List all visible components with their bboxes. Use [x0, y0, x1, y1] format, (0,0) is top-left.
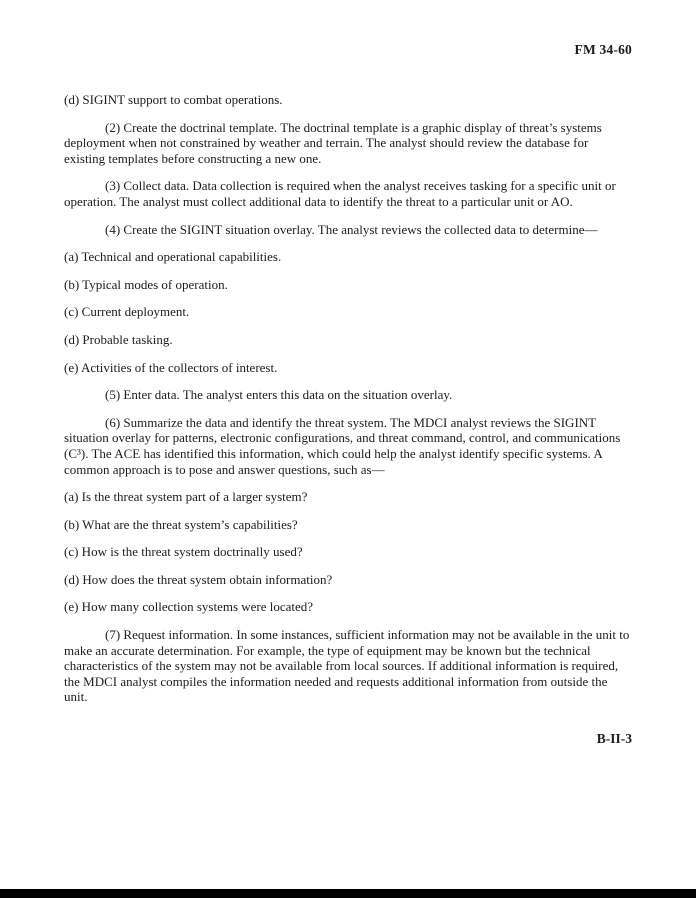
- list-item: (b) What are the threat system’s capabilities?: [64, 516, 298, 532]
- document-body: [64, 92, 632, 705]
- list-item: (b) Typical modes of operation.: [64, 276, 228, 292]
- scan-edge-artifact: [0, 889, 696, 898]
- list-item: (c) Current deployment.: [64, 304, 190, 320]
- doc-number: FM 34-60: [574, 42, 632, 57]
- list-item: (d) How does the threat system obtain information?: [64, 571, 333, 587]
- list-item: (a) Technical and operational capabilities.: [64, 249, 282, 265]
- list-item: (d) Probable tasking.: [64, 331, 173, 347]
- doc-footer: [0, 731, 696, 747]
- list-item: (c) How is the threat system doctrinally used?: [64, 544, 303, 560]
- paragraph: (3) Collect data. Data collection is required when the analyst receives tasking for a specific unit or operation. The analyst must collect additional data to identify the threat to a particular unit or AO.: [64, 178, 616, 209]
- list-item: (e) Activities of the collectors of interest.: [64, 359, 278, 375]
- page-number: B-II-3: [596, 731, 632, 747]
- paragraph: (4) Create the SIGINT situation overlay. The analyst reviews the collected data to determine—: [105, 221, 598, 237]
- doc-header: [64, 42, 632, 58]
- paragraph: (5) Enter data. The analyst enters this data on the situation overlay.: [105, 387, 453, 403]
- paragraph: (2) Create the doctrinal template. The doctrinal template is a graphic display of threat’s systems deployment when not constrained by weather and terrain. The analyst should review the database for existing templates before constructing a new one.: [64, 119, 602, 166]
- paragraph: (7) Request information. In some instances, sufficient information may not be available in the unit to make an accurate determination. For example, the type of equipment may be known but the technical characteristics of the system may not be available from local sources. If additional information is required, the MDCI analyst compiles the information needed and requests additional information from outside the unit.: [64, 627, 630, 705]
- list-item: (e) How many collection systems were located?: [64, 599, 314, 615]
- paragraph: (6) Summarize the data and identify the threat system. The MDCI analyst reviews the SIGINT situation overlay for patterns, electronic configurations, and threat command, control, and communications (C³). The ACE has identified this information, which could help the analyst identify specific systems. A common approach is to pose and answer questions, such as—: [64, 414, 621, 477]
- list-item: (a) Is the threat system part of a larger system?: [64, 489, 308, 505]
- list-item: (d) SIGINT support to combat operations.: [64, 92, 283, 107]
